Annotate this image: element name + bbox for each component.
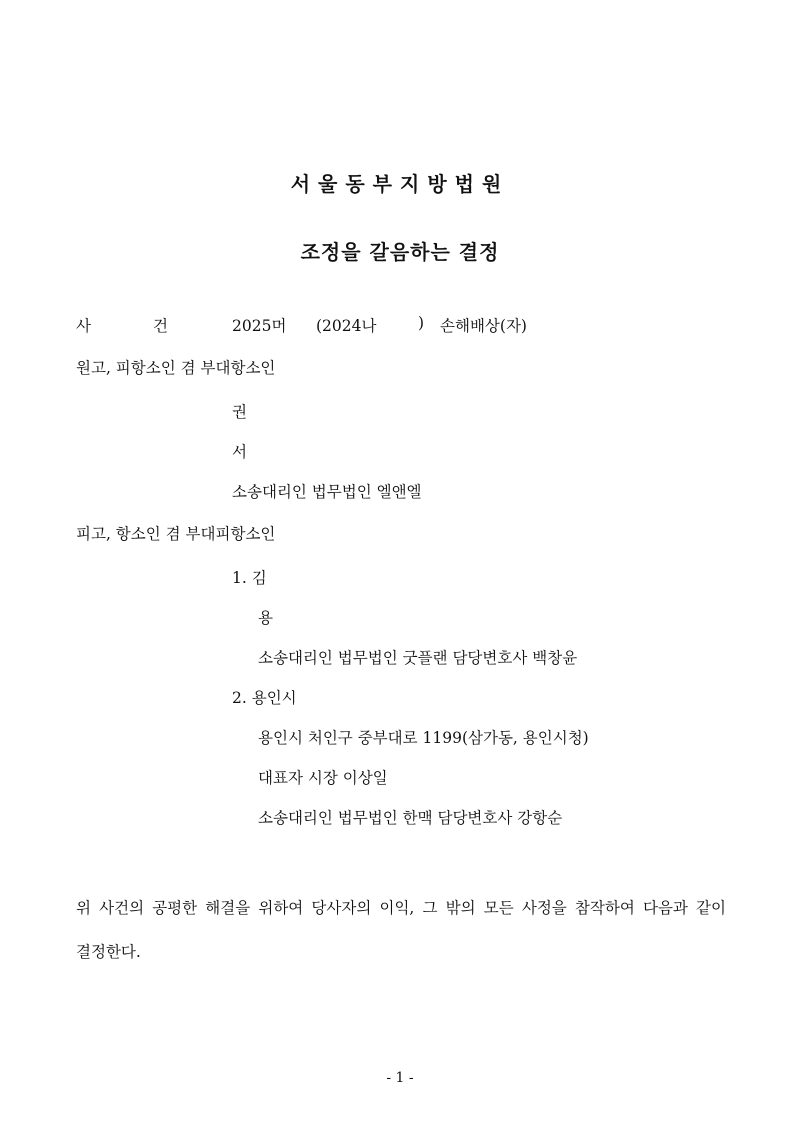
defendant-2-address: 용인시 처인구 중부대로 1199(삼가동, 용인시청) [258, 729, 589, 747]
related-case-number: (2024나 [316, 317, 377, 335]
defendant-1-counsel: 소송대리인 법무법인 굿플랜 담당변호사 백창윤 [258, 649, 578, 667]
plaintiff-name-2: 서 [232, 443, 247, 461]
defendant-2-name: 2. 용인시 [232, 689, 297, 707]
plaintiff-name-1: 권 [232, 403, 247, 421]
case-label-sa: 사 [76, 317, 91, 335]
plaintiff-counsel: 소송대리인 법무법인 엘앤엘 [232, 483, 422, 501]
page-number: - 1 - [386, 1070, 414, 1086]
plaintiff-role: 원고, 피항소인 겸 부대항소인 [76, 359, 276, 377]
defendant-2-representative: 대표자 시장 이상일 [258, 769, 388, 787]
defendant-2-counsel: 소송대리인 법무법인 한맥 담당변호사 강항순 [258, 809, 563, 827]
court-name: 서울동부지방법원 [290, 172, 510, 196]
defendant-1-line: 용 [258, 609, 273, 627]
case-number: 2025머 [232, 317, 287, 335]
case-label-geon: 건 [153, 317, 168, 335]
defendant-role: 피고, 항소인 겸 부대피항소인 [76, 525, 276, 543]
decision-body: 위 사건의 공평한 해결을 위하여 당사자의 이익, 그 밖의 모든 사정을 참작하여 다음과 같이 결정한다. [76, 899, 726, 961]
defendant-1-name: 1. 김 [232, 569, 267, 587]
related-case-close: ) [418, 314, 425, 332]
document-title: 조정을 갈음하는 결정 [300, 240, 500, 264]
case-name: 손해배상(자) [440, 317, 527, 335]
